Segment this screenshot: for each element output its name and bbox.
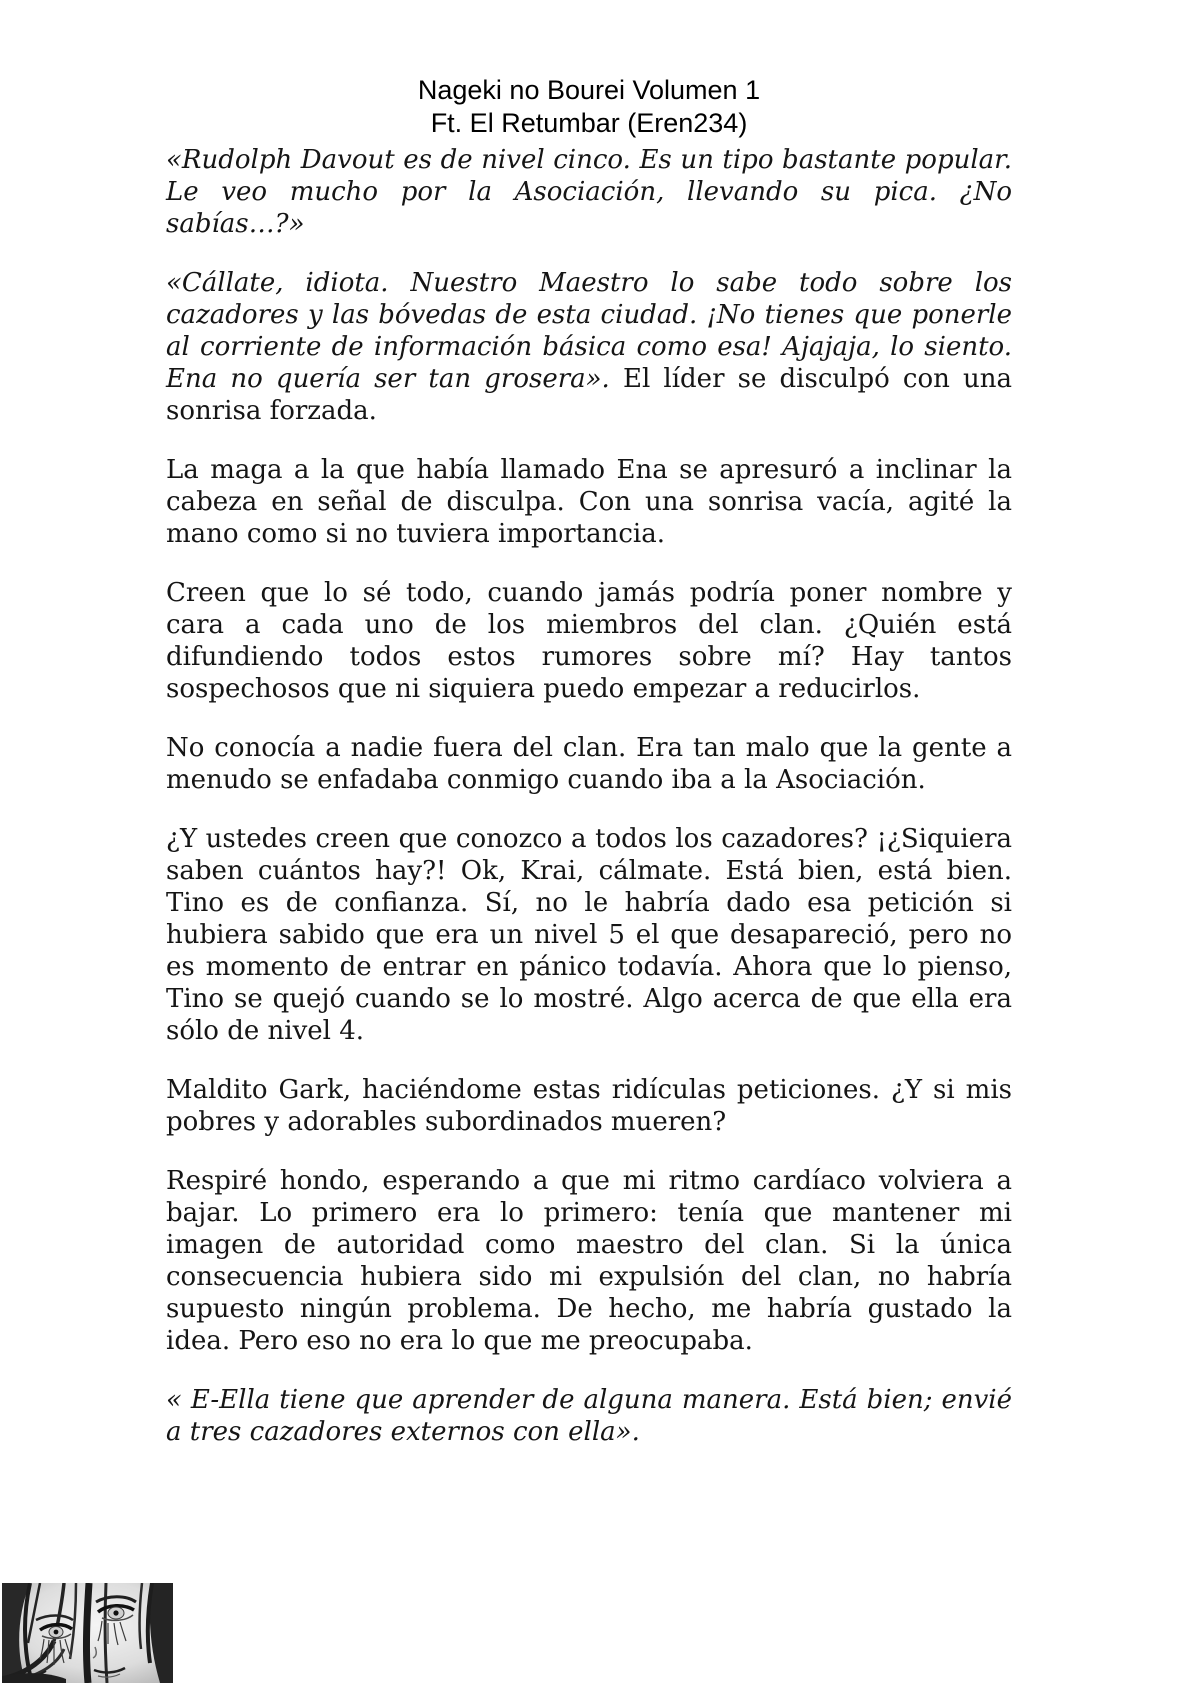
paragraph: [166, 144, 1012, 240]
paragraph: [166, 732, 1012, 796]
text-segment: Respiré hondo, esperando a que mi ritmo cardíaco volviera a bajar. Lo primero era lo primero: tenía que mantener mi imagen de autoridad como maestro del clan. Si la única consecuencia hubiera sido mi expulsión del clan, no habría supuesto ningún problema. De hecho, me habría gustado la idea. Pero eso no era lo que me preocupaba.: [166, 1166, 1012, 1356]
text-segment: La maga a la que había llamado Ena se apresuró a inclinar la cabeza en señal de disculpa. Con una sonrisa vacía, agité la mano como si no tuviera importancia.: [166, 455, 1012, 549]
text-segment: Maldito Gark, haciéndome estas ridículas peticiones. ¿Y si mis pobres y adorables subordinados mueren?: [166, 1075, 1012, 1137]
text-segment: «Cállate, idiota. Nuestro Maestro lo sabe todo sobre los cazadores y las bóvedas de esta ciudad. ¡No tienes que ponerle al corriente de información básica como esa! Ajajaja, lo siento. Ena no quería ser tan grosera».: [166, 268, 1012, 394]
text-segment: El líder se disculpó con una sonrisa forzada.: [166, 364, 1012, 426]
paragraph: [166, 1384, 1012, 1448]
paragraph: [166, 823, 1012, 1047]
text-segment: «Rudolph Davout es de nivel cinco. Es un tipo bastante popular. Le veo mucho por la Asociación, llevando su pica. ¿No sabías…?»: [166, 145, 1012, 239]
paragraph: [166, 577, 1012, 705]
manga-face-illustration: [2, 1583, 173, 1683]
document-header: [166, 74, 1012, 140]
paragraph: [166, 454, 1012, 550]
text-segment: No conocía a nadie fuera del clan. Era tan malo que la gente a menudo se enfadaba conmigo cuando iba a la Asociación.: [166, 733, 1012, 795]
text-column: [166, 74, 1012, 1475]
body-text: [166, 144, 1012, 1448]
text-segment: ¿Y ustedes creen que conozco a todos los cazadores? ¡¿Siquiera saben cuántos hay?! Ok, Krai, cálmate. Está bien, está bien. Tino es de confianza. Sí, no le habría dado esa petición si hubiera sabido que era un nivel 5 el que desapareció, pero no es momento de entrar en pánico todavía. Ahora que lo pienso, Tino se quejó cuando se lo mostré. Algo acerca de que ella era sólo de nivel 4.: [166, 824, 1012, 1046]
paragraph: [166, 267, 1012, 427]
paragraph: [166, 1074, 1012, 1138]
text-segment: Creen que lo sé todo, cuando jamás podría poner nombre y cara a cada uno de los miembros del clan. ¿Quién está difundiendo todos estos rumores sobre mí? Hay tantos sospechosos que ni siquiera puedo empezar a reducirlos.: [166, 578, 1012, 704]
manga-face-drawing: [2, 1583, 173, 1683]
text-segment: « E-Ella tiene que aprender de alguna manera. Está bien; envié a tres cazadores externos con ella».: [166, 1385, 1012, 1447]
document-subtitle: Ft. El Retumbar (Eren234): [430, 108, 748, 138]
paragraph: [166, 1165, 1012, 1357]
document-title: Nageki no Bourei Volumen 1: [417, 75, 761, 105]
